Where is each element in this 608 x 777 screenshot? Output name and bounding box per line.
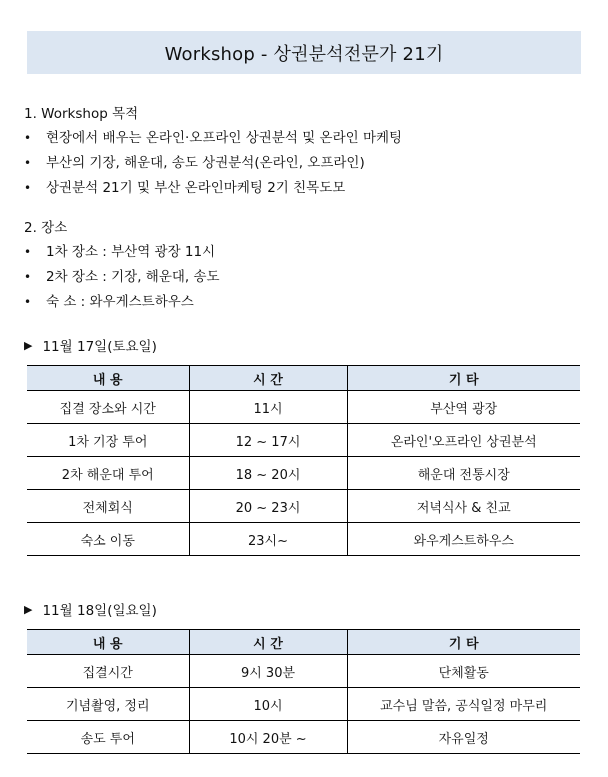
table-cell: 온라인'오프라인 상권분석 (347, 424, 580, 457)
table-cell: 와우게스트하우스 (347, 523, 580, 556)
list-item (24, 240, 220, 265)
triangle-icon: ▶ (24, 602, 33, 616)
day1-table (27, 365, 580, 556)
day2-heading-text: 11월 18일(일요일) (42, 603, 157, 619)
table-cell: 9시 30분 (189, 655, 347, 688)
column-header: 기 타 (347, 630, 580, 655)
table-row (27, 391, 580, 424)
list-item-text: 1차 장소 : 부산역 광장 11시 (46, 244, 216, 260)
table-row (27, 721, 580, 754)
table-cell: 전체회식 (27, 490, 189, 523)
table-row (27, 688, 580, 721)
day1-heading (24, 334, 157, 356)
table-cell: 교수님 말씀, 공식일정 마무리 (347, 688, 580, 721)
column-header: 시 간 (189, 366, 347, 391)
table-cell: 11시 (189, 391, 347, 424)
list-item (24, 290, 220, 315)
column-header: 내 용 (27, 366, 189, 391)
list-item (24, 176, 402, 201)
bullet-icon: • (24, 156, 32, 170)
table-cell: 기념촬영, 정리 (27, 688, 189, 721)
table-row (27, 655, 580, 688)
list-item-text: 부산의 기장, 해운대, 송도 상권분석(온라인, 오프라인) (46, 155, 365, 171)
list-item (24, 126, 402, 151)
table-cell: 2차 해운대 투어 (27, 457, 189, 490)
bullet-icon: • (24, 295, 32, 309)
table-cell: 1차 기장 투어 (27, 424, 189, 457)
table-cell: 10시 20분 ~ (189, 721, 347, 754)
bullet-icon: • (24, 270, 32, 284)
column-header: 시 간 (189, 630, 347, 655)
table-cell: 집결 장소와 시간 (27, 391, 189, 424)
table-cell: 23시~ (189, 523, 347, 556)
table-cell: 자유일정 (347, 721, 580, 754)
column-header: 기 타 (347, 366, 580, 391)
list-item (24, 265, 220, 290)
table-header-row (27, 366, 580, 391)
table-cell: 18 ~ 20시 (189, 457, 347, 490)
title-bar (27, 31, 581, 74)
bullet-icon: • (24, 181, 32, 195)
place-heading: 2. 장소 (24, 220, 68, 236)
list-item-text: 숙 소 : 와우게스트하우스 (46, 294, 194, 310)
column-header: 내 용 (27, 630, 189, 655)
day1-heading-text: 11월 17일(토요일) (42, 339, 157, 355)
table-row (27, 457, 580, 490)
list-item-text: 2차 장소 : 기장, 해운대, 송도 (46, 269, 220, 285)
table-row (27, 424, 580, 457)
table-cell: 단체활동 (347, 655, 580, 688)
list-item-text: 상권분석 21기 및 부산 온라인마케팅 2기 친목도모 (46, 180, 346, 196)
table-cell: 부산역 광장 (347, 391, 580, 424)
table-cell: 20 ~ 23시 (189, 490, 347, 523)
table-header-row (27, 630, 580, 655)
list-item-text: 현장에서 배우는 온라인·오프라인 상권분석 및 온라인 마케팅 (46, 130, 403, 146)
table-cell: 10시 (189, 688, 347, 721)
table-row (27, 523, 580, 556)
day2-heading (24, 598, 157, 620)
purpose-section (24, 102, 402, 201)
list-item (24, 151, 402, 176)
table-cell: 숙소 이동 (27, 523, 189, 556)
table-cell: 12 ~ 17시 (189, 424, 347, 457)
place-section (24, 216, 220, 315)
table-cell: 송도 투어 (27, 721, 189, 754)
bullet-icon: • (24, 245, 32, 259)
table-cell: 해운대 전통시장 (347, 457, 580, 490)
page-title: Workshop - 상권분석전문가 21기 (164, 43, 444, 65)
day2-table (27, 629, 580, 754)
purpose-heading: 1. Workshop 목적 (24, 106, 139, 122)
bullet-icon: • (24, 131, 32, 145)
triangle-icon: ▶ (24, 338, 33, 352)
table-cell: 저녁식사 & 친교 (347, 490, 580, 523)
table-row (27, 490, 580, 523)
table-cell: 집결시간 (27, 655, 189, 688)
